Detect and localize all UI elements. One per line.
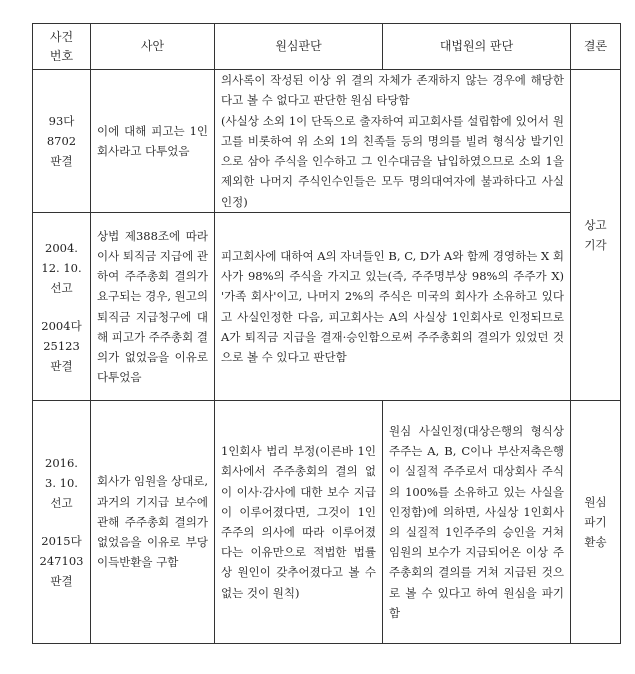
table-row	[33, 401, 621, 644]
case-issue: 상법 제388조에 따라 이사 퇴직금 지급에 관하여 주주총회 결의가 요구되는 경우, 원고의 퇴직금 지급청구에 대해 피고가 주주총회 결의가 없었음을 이유로 다투었음	[91, 213, 215, 401]
case-docket: 2004다 25123 판결	[41, 318, 82, 373]
lower-court-judgment: 1인회사 법리 부정(이른바 1인회사에서 주주총회의 결의 없이 이사·감사에 대한 보수 지급이 이루어졌다면, 그것이 1인주주의 의사에 따라 이루어졌다는 이유만으로 적법한 법률상 원인이 갖추어졌다고 볼 수 없는 것이 원칙)	[215, 401, 383, 644]
case-issue: 이에 대해 피고는 1인회사라고 다투었음	[91, 70, 215, 213]
case-number	[33, 401, 91, 644]
header-issue: 사안	[91, 24, 215, 70]
supreme-court-judgment: 원심 사실인정(대상은행의 형식상 주주는 A, B, C이나 부산저축은행이 실질적 주주로서 대상회사 주식의 100%를 소유하고 있는 사실을 인정함)에 의하면, 사실상 1인회사의 실질적 1인주주의 승인을 거쳐 임원의 보수가 지급되어온 이상 주주총회의 결의를 거쳐 지급된 것으로 볼 수 있다고 하여 원심을 파기함	[383, 401, 571, 644]
table-row	[33, 70, 621, 213]
case-judgment: 의사록이 작성된 이상 위 결의 자체가 존재하지 않는 경우에 해당한다고 볼 수 없다고 판단한 원심 타당함 (사실상 소외 1이 단독으로 출자하여 피고회사를 설립함에 있어서 원고를 비롯하여 위 소외 1의 친족들 등의 명의를 빌려 형식상 발기인으로 삼아 주식을 인수하고 그 인수대금을 납입하였으므로 소외 1을 제외한 나머지 주식인수인들은 모두 명의대여자에 불과하다고 사실 인정)	[215, 70, 571, 213]
case-number	[33, 213, 91, 401]
header-conclusion: 결론	[571, 24, 621, 70]
header-supreme-court: 대법원의 판단	[383, 24, 571, 70]
case-conclusion: 원심 파기 환송	[571, 401, 621, 644]
header-row	[33, 24, 621, 70]
case-judgment: 피고회사에 대하여 A의 자녀들인 B, C, D가 A와 함께 경영하는 X 회사가 98%의 주식을 가지고 있는(즉, 주주명부상 98%의 주주가 X) '가족 회사'이고, 나머지 2%의 주식은 미국의 회사가 소유하고 있다고 사실인정한 다음, 피고회사는 A의 사실상 1인회사로 인정되므로 A가 퇴직금 지급을 결재·승인함으로써 주주총회의 결의가 있었던 것으로 볼 수 있다고 판단함	[215, 213, 571, 401]
case-date: 2004. 12. 10. 선고	[41, 240, 82, 295]
header-case-no: 사건 번호	[33, 24, 91, 70]
case-conclusion-merged: 상고 기각	[571, 70, 621, 401]
header-lower-court: 원심판단	[215, 24, 383, 70]
case-table	[32, 23, 621, 644]
case-date: 2016. 3. 10. 선고	[45, 456, 78, 510]
case-number: 93다 8702 판결	[33, 70, 91, 213]
table-row	[33, 213, 621, 401]
case-issue: 회사가 임원을 상대로, 과거의 기지급 보수에 관해 주주총회 결의가 없었음을 이유로 부당이득반환을 구함	[91, 401, 215, 644]
case-docket: 2015다 247103 판결	[39, 534, 84, 588]
